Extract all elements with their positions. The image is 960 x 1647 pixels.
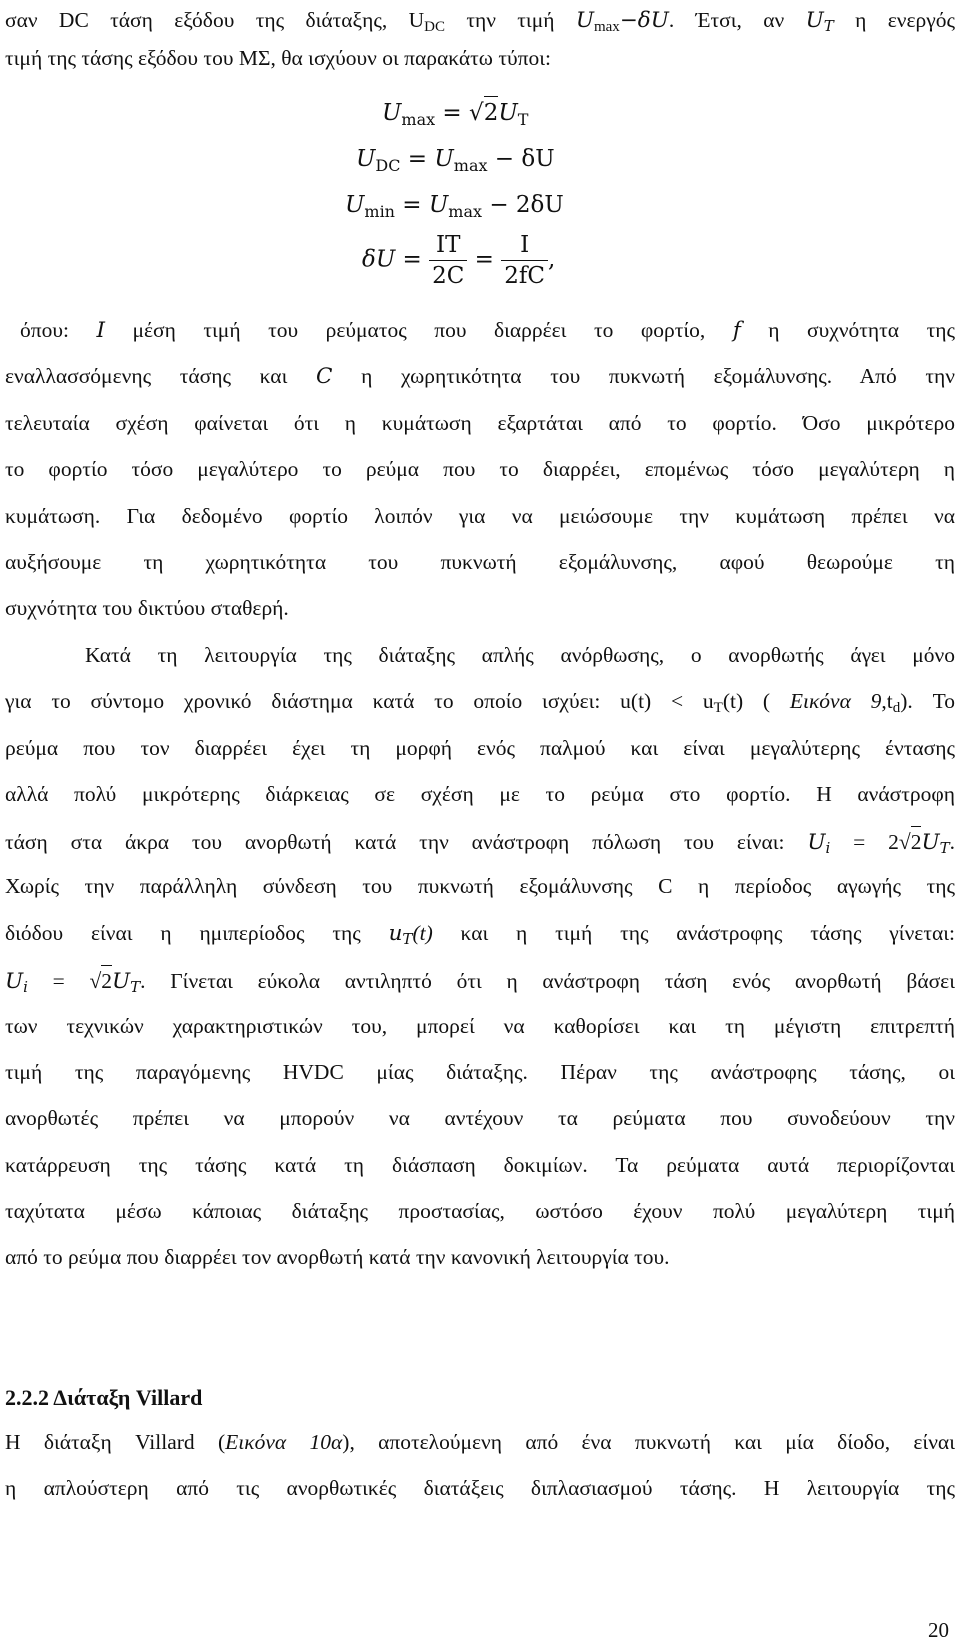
text-line: αλλά πολύ μικρότερης διάρκειας σε σχέση με το ρεύμα στο φορτίο. Η ανάστροφη xyxy=(5,782,955,806)
text-line: το φορτίο τόσο μεγαλύτερο το ρεύμα που το διαρρέει, επομένως τόσο μεγαλύτερη η xyxy=(5,457,955,481)
text-line: εναλλασσόμενης τάσης και C η χωρητικότητα του πυκνωτή εξομάλυνσης. Από την xyxy=(5,364,955,389)
page-number: 20 xyxy=(928,1618,949,1642)
text-line: η απλούστερη από τις ανορθωτικές διατάξεις διπλασιασμού τάσης. Η λειτουργία της xyxy=(5,1476,955,1500)
equation-ripple: δU = $\frac{IT}{2C}$ = $\frac{I}{2fC}$ , xyxy=(362,232,556,289)
section-heading: 2.2.2 Διάταξη Villard xyxy=(5,1385,203,1410)
equation-udc: $U_{DC} = U_{max} - \delta U$ xyxy=(356,146,555,175)
text-line: ταχύτατα μέσω κάποιας διάταξης προστασίας, ωστόσο έχουν πολύ μεγαλύτερη τιμή xyxy=(5,1199,955,1223)
text-line: κατάρρευση της τάσης κατά τη διάσπαση δοκιμίων. Τα ρεύματα αυτά περιορίζονται xyxy=(5,1153,955,1177)
text-line: τιμή της παραγόμενης HVDC μίας διάταξης. Πέραν της ανάστροφης τάσης, οι xyxy=(5,1060,955,1084)
text-line: κυμάτωση. Για δεδομένο φορτίο λοιπόν για να μειώσουμε την κυμάτωση πρέπει να xyxy=(5,504,955,528)
text-line: τιμή της τάσης εξόδου του ΜΣ, θα ισχύουν οι παρακάτω τύποι: xyxy=(5,46,551,70)
text-line: τάση στα άκρα του ανορθωτή κατά την ανάστροφη πόλωση του είναι: $U_i = 2√2U_T$. xyxy=(5,826,955,857)
text-line: Κατά τη λειτουργία της διάταξης απλής ανόρθωσης, ο ανορθωτής άγει μόνο xyxy=(85,643,955,667)
text-line: όπου: I μέση τιμή του ρεύματος που διαρρέει το φορτίο, f η συχνότητα της xyxy=(20,318,955,343)
equation-umax: $U_{max} = √2U_T$ xyxy=(382,96,528,128)
text-line: $U_i = √2U_T$. Γίνεται εύκολα αντιληπτό ότι η ανάστροφη τάση ενός ανορθωτή βάσει xyxy=(5,965,955,996)
text-line: ανορθωτές πρέπει να μπορούν να αντέχουν τα ρεύματα που συνοδεύουν την xyxy=(5,1106,955,1130)
text-line: τελευταία σχέση φαίνεται ότι η κυμάτωση εξαρτάται από το φορτίο. Όσο μικρότερο xyxy=(5,411,955,435)
text-line: για το σύντομο χρονικό διάστημα κατά το οποίο ισχύει: $u(t) < u_T(t)$ ( Εικόνα $9,t_d$). Το xyxy=(5,689,955,716)
text-line: των τεχνικών χαρακτηριστικών του, μπορεί να καθορίσει και τη μέγιστη επιτρεπτή xyxy=(5,1014,955,1038)
text-line: διόδου είναι η ημιπερίοδος της $u_T(t)$ και η τιμή της ανάστροφης τάσης γίνεται: xyxy=(5,921,955,948)
text-line: αυξήσουμε τη χωρητικότητα του πυκνωτή εξομάλυνσης, αφού θεωρούμε τη xyxy=(5,550,955,574)
text-line: σαν DC τάση εξόδου της διάταξης, $U_{DC}$ την τιμή $U_{max}-\delta U$. Έτσι, αν $U_T$ η ενεργός xyxy=(5,8,955,35)
text-line: από το ρεύμα που διαρρέει τον ανορθωτή κατά την κανονική λειτουργία του. xyxy=(5,1245,670,1269)
text-line: Η διάταξη Villard (Εικόνα 10α), αποτελούμενη από ένα πυκνωτή και μία δίοδο, είναι xyxy=(5,1430,955,1454)
text-line: συχνότητα του δικτύου σταθερή. xyxy=(5,596,289,620)
text-line: Χωρίς την παράλληλη σύνδεση του πυκνωτή εξομάλυνσης C η περίοδος αγωγής της xyxy=(5,874,955,898)
equation-umin: $U_{min} = U_{max} - 2\delta U$ xyxy=(345,192,564,221)
text-line: ρεύμα που τον διαρρέει έχει τη μορφή ενός παλμού και είναι μεγαλύτερης έντασης xyxy=(5,736,955,760)
